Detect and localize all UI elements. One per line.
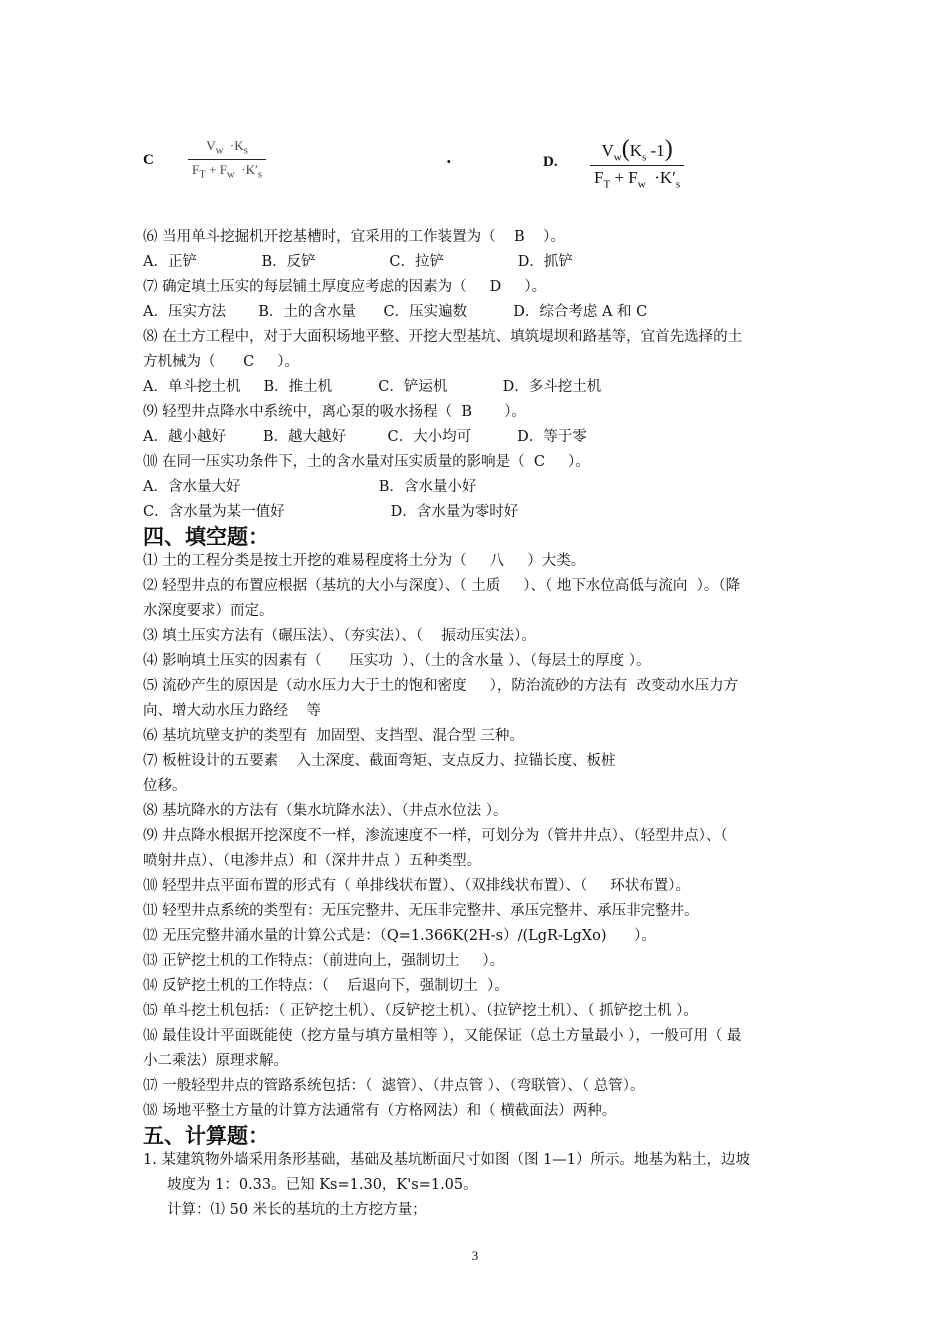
- fill-18: ⒅ 场地平整土方量的计算方法通常有（方格网法）和（ 横截面法）两种。: [143, 1103, 617, 1119]
- question-7: ⑺ 确定填土压实的每层铺土厚度应考虑的因素为（ D ）。: [143, 279, 547, 295]
- fill-6: ⑹ 基坑坑壁支护的类型有 加固型、支挡型、混合型 三种。: [143, 728, 524, 744]
- question-6-options: A．正铲 B．反铲 C．拉铲 D．抓铲: [143, 254, 573, 270]
- fill-1: ⑴ 土的工程分类是按土开挖的难易程度将土分为（ 八 ）大类。: [143, 553, 586, 569]
- question-8-options: A．单斗挖土机 B．推土机 C．铲运机 D．多斗挖土机: [143, 379, 602, 395]
- question-10-options-ab: A．含水量大好 B．含水量小好: [143, 479, 477, 495]
- question-8-line-2: 方机械为（ C ）。: [143, 354, 300, 370]
- fill-9-line-1: ⑼ 井点降水根据开挖深度不一样，渗流速度不一样，可划分为（管井井点）、（轻型井点）、（: [143, 828, 728, 844]
- option-d-denominator: $F_T + F_w \cdot K'_s$: [594, 168, 681, 191]
- fill-4: ⑷ 影响填土压实的因素有（ 压实功 ）、（土的含水量 ）、（每层土的厚度 ）。: [143, 653, 651, 669]
- section-heading-fill-in: 四、填空题：: [143, 525, 269, 549]
- calc-1-line-2: 坡度为 1：0.33。已知 Ks=1.30，K's=1.05。: [167, 1177, 478, 1193]
- fill-5-line-2: 向、增大动水压力路经 等: [143, 703, 321, 719]
- question-7-options: A．压实方法 B．土的含水量 C．压实遍数 D．综合考虑 A 和 C: [143, 304, 648, 320]
- fill-16-line-2: 小二乘法）原理求解。: [143, 1053, 288, 1069]
- option-d-numerator: $V_w(K_s$ -1): [590, 136, 684, 166]
- fill-14: ⒁ 反铲挖土机的工作特点：（ 后退向下，强制切土 ）。: [143, 978, 509, 994]
- page-number: 3: [471, 1248, 479, 1263]
- calc-1-line-1: 1. 某建筑物外墙采用条形基础，基础及基坑断面尺寸如图（图 1—1）所示。地基为粘土，边坡: [143, 1152, 750, 1168]
- fill-9-line-2: 喷射井点）、（电渗井点）和（深井井点 ）五种类型。: [143, 853, 482, 869]
- fill-16-line-1: ⒃ 最佳设计平面既能使（挖方量与填方量相等 ），又能保证（总土方量最小 ），一般可用（ 最: [143, 1028, 742, 1044]
- fill-8: ⑻ 基坑降水的方法有（集水坑降水法）、（井点水位法 ）。: [143, 803, 508, 819]
- fill-3: ⑶ 填土压实方法有（碾压法）、（夯实法）、（ 振动压实法）。: [143, 628, 536, 644]
- option-c-label: C: [143, 152, 154, 168]
- calc-1-line-3: 计算：⑴ 50 米长的基坑的土方挖方量；: [167, 1202, 427, 1218]
- fill-12: ⑿ 无压完整井涌水量的计算公式是：（Q=1.366K(2H-s）/(LgR-LgXo) ）。: [143, 928, 656, 944]
- fill-2-line-2: 水深度要求）而定。: [143, 603, 274, 619]
- fill-7-line-2: 位移。: [143, 778, 187, 794]
- question-9-options: A．越小越好 B．越大越好 C．大小均可 D．等于零: [143, 429, 587, 445]
- fill-10: ⑽ 轻型井点平面布置的形式有（ 单排线状布置）、（双排线状布置）、（ 环状布置）。: [143, 878, 691, 894]
- document-body: [143, 225, 813, 1223]
- question-6: ⑹ 当用单斗挖掘机开挖基槽时，宜采用的工作装置为（ B ）。: [143, 229, 565, 245]
- option-c-denominator: $F_T + F_w \cdot K'_s$: [192, 161, 263, 181]
- option-c-numerator: $V_w \cdot K_s$: [188, 138, 266, 160]
- fill-13: ⒀ 正铲挖土机的工作特点：（前进向上，强制切土 ）。: [143, 953, 505, 969]
- option-c-fraction: [188, 138, 266, 180]
- fill-15: ⒂ 单斗挖土机包括：（ 正铲挖土机）、（反铲挖土机）、（拉铲挖土机）、（ 抓铲挖土机 ）。: [143, 1003, 698, 1019]
- formula-options-row: [0, 130, 950, 210]
- option-separator-dot: ·: [446, 152, 452, 171]
- fill-5-line-1: ⑸ 流砂产生的原因是（动水压力大于土的饱和密度 ），防治流砂的方法有 改变动水压力方: [143, 678, 739, 694]
- question-10-options-cd: C．含水量为某一值好 D．含水量为零时好: [143, 504, 519, 520]
- fill-7-line-1: ⑺ 板桩设计的五要素 入土深度、截面弯矩、支点反力、拉锚长度、板桩: [143, 753, 616, 769]
- option-d-fraction: [590, 136, 684, 191]
- fill-11: ⑾ 轻型井点系统的类型有：无压完整井、无压非完整井、承压完整井、承压非完整井。: [143, 903, 699, 919]
- question-8-line-1: ⑻ 在土方工程中，对于大面积场地平整、开挖大型基坑、填筑堤坝和路基等，宜首先选择的土: [143, 329, 743, 345]
- section-heading-calculation: 五、计算题：: [143, 1124, 269, 1148]
- fill-2-line-1: ⑵ 轻型井点的布置应根据（基坑的大小与深度）、（ 土质 ）、（ 地下水位高低与流向 ）。（降: [143, 578, 741, 594]
- question-9: ⑼ 轻型井点降水中系统中，离心泵的吸水扬程（ B ）。: [143, 404, 526, 420]
- option-d-label: D.: [543, 154, 558, 170]
- question-10: ⑽ 在同一压实功条件下，土的含水量对压实质量的影响是（ C ）。: [143, 454, 590, 470]
- fill-17: ⒄ 一般轻型井点的管路系统包括：（ 滤管）、（井点管 ）、（弯联管）、（ 总管）。: [143, 1078, 645, 1094]
